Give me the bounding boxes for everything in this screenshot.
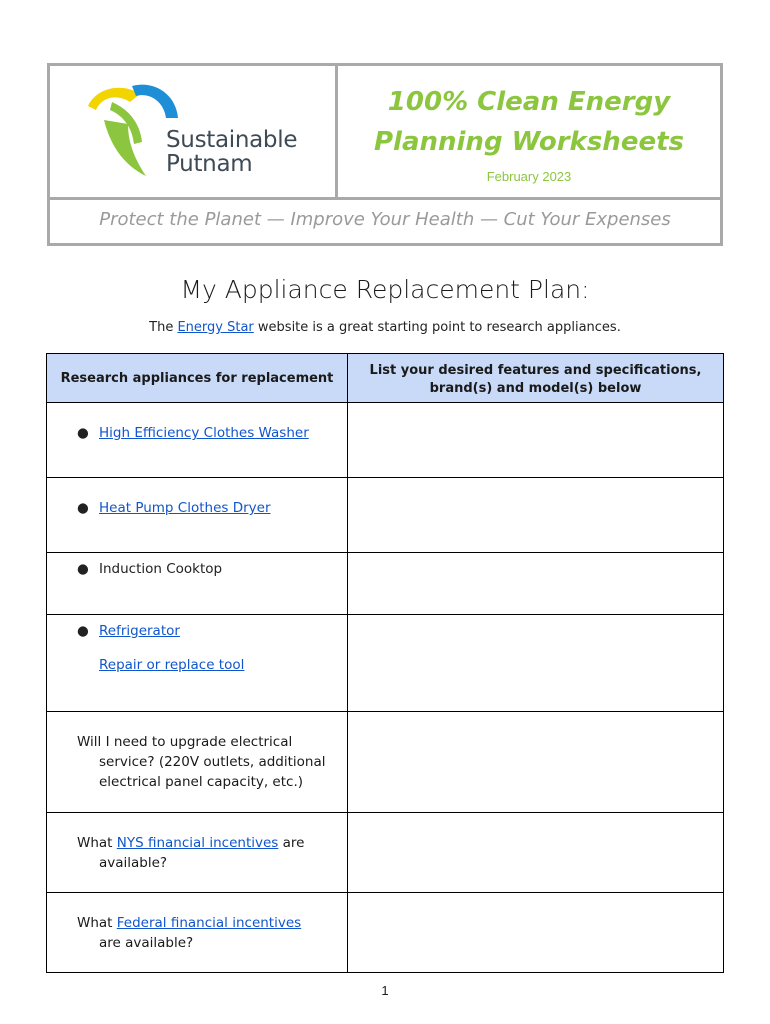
washer-notes-cell[interactable]: [348, 403, 724, 478]
header-features: List your desired features and specifications, brand(s) and model(s) below: [348, 354, 724, 403]
electrical-question-rest: service? (220V outlets, additional electrical panel capacity, etc.): [99, 754, 326, 790]
nys-notes-cell[interactable]: [348, 813, 724, 893]
nys-after: are: [278, 835, 305, 851]
table-row: [47, 712, 724, 813]
row-nys-label: [47, 813, 348, 893]
header-box: [47, 63, 723, 246]
row-fridge-label: [47, 615, 348, 712]
title-line-2: Planning Worksheets: [373, 127, 684, 157]
intro-text: [0, 320, 770, 335]
washer-link[interactable]: High Efficiency Clothes Washer: [99, 425, 309, 441]
table-row: [47, 893, 724, 973]
bullet-icon: ●: [77, 425, 89, 441]
intro-after: website is a great starting point to research appliances.: [253, 320, 621, 335]
appliance-plan-table: [46, 353, 724, 973]
repair-replace-tool-link[interactable]: Repair or replace tool: [99, 657, 245, 673]
title-line-1: 100% Clean Energy: [387, 87, 671, 117]
header-top-row: [50, 66, 720, 200]
nys-incentives-link[interactable]: NYS financial incentives: [116, 835, 279, 851]
cooktop-notes-cell[interactable]: [348, 553, 724, 615]
bullet-icon: ●: [77, 500, 89, 516]
fed-rest: are available?: [99, 935, 194, 951]
title-cell: [338, 66, 720, 197]
logo-cell: [50, 66, 338, 197]
bullet-icon: ●: [77, 561, 89, 577]
logo-line-1: Sustainable: [166, 127, 298, 153]
dryer-notes-cell[interactable]: [348, 478, 724, 553]
table-header-row: [47, 354, 724, 403]
publication-date: February 2023: [486, 169, 572, 184]
fed-before: What: [77, 915, 117, 931]
table-row: [47, 553, 724, 615]
logo-wordmark: [166, 128, 297, 176]
fridge-link[interactable]: Refrigerator: [99, 623, 180, 639]
row-washer-label: [47, 403, 348, 478]
fridge-notes-cell[interactable]: [348, 615, 724, 712]
table-row: [47, 403, 724, 478]
energy-star-link[interactable]: Energy Star: [177, 320, 254, 335]
intro-before: The: [149, 320, 178, 335]
table-row: [47, 813, 724, 893]
row-dryer-label: [47, 478, 348, 553]
electrical-question-line1: Will I need to upgrade electrical: [77, 734, 293, 750]
tagline: Protect the Planet — Improve Your Health — Cut Your Expenses: [99, 209, 671, 230]
table-row: [47, 615, 724, 712]
federal-incentives-link[interactable]: Federal financial incentives: [116, 915, 302, 931]
page-title: My Appliance Replacement Plan:: [180, 275, 590, 304]
dryer-link[interactable]: Heat Pump Clothes Dryer: [99, 500, 271, 516]
cooktop-label: Induction Cooktop: [99, 561, 223, 577]
logo-line-2: Putnam: [166, 151, 253, 177]
electrical-notes-cell[interactable]: [348, 712, 724, 813]
nys-rest: available?: [99, 855, 168, 871]
page-number: 1: [381, 983, 389, 998]
table-row: [47, 478, 724, 553]
row-federal-label: [47, 893, 348, 973]
federal-notes-cell[interactable]: [348, 893, 724, 973]
row-electrical-label: [47, 712, 348, 813]
row-cooktop-label: [47, 553, 348, 615]
bullet-icon: ●: [77, 623, 89, 639]
header-research: Research appliances for replacement: [47, 354, 348, 403]
nys-before: What: [77, 835, 117, 851]
